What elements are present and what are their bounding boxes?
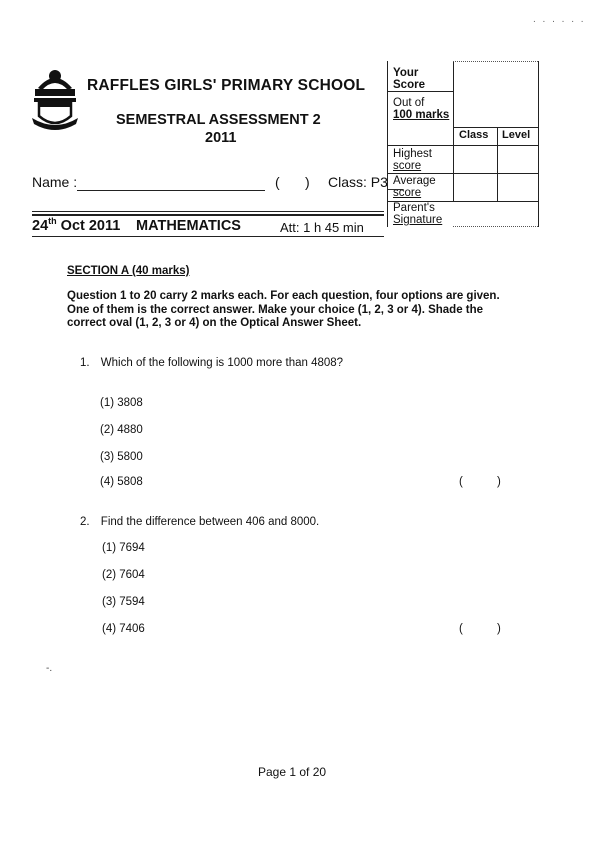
question-1 bbox=[80, 357, 343, 369]
question-1-option-4: (4) 5808 bbox=[100, 476, 143, 488]
question-1-answer-paren-open: ( bbox=[459, 476, 463, 488]
school-name: RAFFLES GIRLS' PRIMARY SCHOOL bbox=[87, 77, 366, 94]
question-1-option-3: (3) 5800 bbox=[100, 451, 143, 463]
attempt-time: Att: 1 h 45 min bbox=[280, 220, 364, 235]
subject-title: MATHEMATICS bbox=[136, 218, 241, 234]
average-score-label bbox=[393, 175, 436, 199]
question-1-option-2: (2) 4880 bbox=[100, 424, 143, 436]
question-text: Which of the following is 1000 more than 4808? bbox=[100, 357, 344, 369]
header-rule-bottom bbox=[32, 236, 384, 237]
question-1-answer-paren-close: ) bbox=[497, 476, 501, 488]
question-2-option-2: (2) 7604 bbox=[102, 569, 145, 581]
out-of-label-line1: Out of bbox=[393, 97, 425, 109]
exam-date-suffix: th bbox=[48, 216, 57, 226]
exam-title: SEMESTRAL ASSESSMENT 2 bbox=[116, 112, 321, 128]
question-2-option-4: (4) 7406 bbox=[102, 623, 145, 635]
stray-mark: -. bbox=[46, 663, 53, 674]
your-score-label bbox=[393, 67, 425, 91]
your-score-label-line2: Score bbox=[393, 79, 425, 91]
out-of-label bbox=[393, 97, 449, 121]
parent-signature-label bbox=[393, 202, 442, 226]
class-column-header: Class bbox=[459, 129, 489, 141]
score-box bbox=[387, 61, 539, 227]
section-instructions: Question 1 to 20 carry 2 marks each. For each question, four options are given. One of them is the correct answer. Make your choice (1, 2, 3 or 4). Shade the correct oval (1, 2, 3 or 4) on the Optical Answer Sheet. bbox=[67, 290, 500, 329]
page-number: Page 1 of 20 bbox=[258, 765, 327, 779]
highest-score-label-line1: Highest bbox=[393, 148, 432, 160]
parent-signature-label-line2: Signature bbox=[393, 214, 443, 226]
question-1-option-1: (1) 3808 bbox=[100, 397, 143, 409]
level-column-header: Level bbox=[502, 129, 531, 141]
register-number-paren-open: ( bbox=[275, 174, 280, 190]
question-2-answer-paren-open: ( bbox=[459, 623, 463, 635]
exam-date bbox=[32, 216, 120, 234]
average-score-label-line1: Average bbox=[393, 175, 436, 187]
header-rule-top bbox=[32, 211, 384, 212]
corner-mark: . . . . . . bbox=[533, 14, 586, 25]
question-2-option-1: (1) 7694 bbox=[102, 542, 145, 554]
question-text: Find the difference between 406 and 8000. bbox=[100, 516, 320, 528]
exam-date-rest: Oct 2011 bbox=[56, 217, 121, 234]
register-number-paren-close: ) bbox=[305, 174, 310, 190]
highest-score-label-line2: score bbox=[393, 160, 422, 172]
name-label: Name : bbox=[32, 174, 78, 190]
question-number: 2. bbox=[80, 516, 90, 528]
parent-signature-label-line1: Parent's bbox=[393, 202, 435, 214]
highest-score-label bbox=[393, 148, 432, 172]
exam-date-day: 24 bbox=[32, 217, 49, 234]
exam-year: 2011 bbox=[205, 130, 237, 146]
class-label: Class: P3__ bbox=[328, 174, 404, 190]
section-title: SECTION A (40 marks) bbox=[67, 265, 190, 277]
question-2-answer-paren-close: ) bbox=[497, 623, 501, 635]
average-score-label-line2: score bbox=[393, 187, 422, 199]
question-2-option-3: (3) 7594 bbox=[102, 596, 145, 608]
school-crest-logo bbox=[30, 66, 80, 134]
your-score-label-line1: Your bbox=[393, 67, 419, 79]
out-of-label-line2: 100 marks bbox=[393, 109, 450, 121]
question-number: 1. bbox=[80, 357, 90, 369]
name-field[interactable] bbox=[77, 190, 265, 191]
question-2 bbox=[80, 516, 319, 528]
